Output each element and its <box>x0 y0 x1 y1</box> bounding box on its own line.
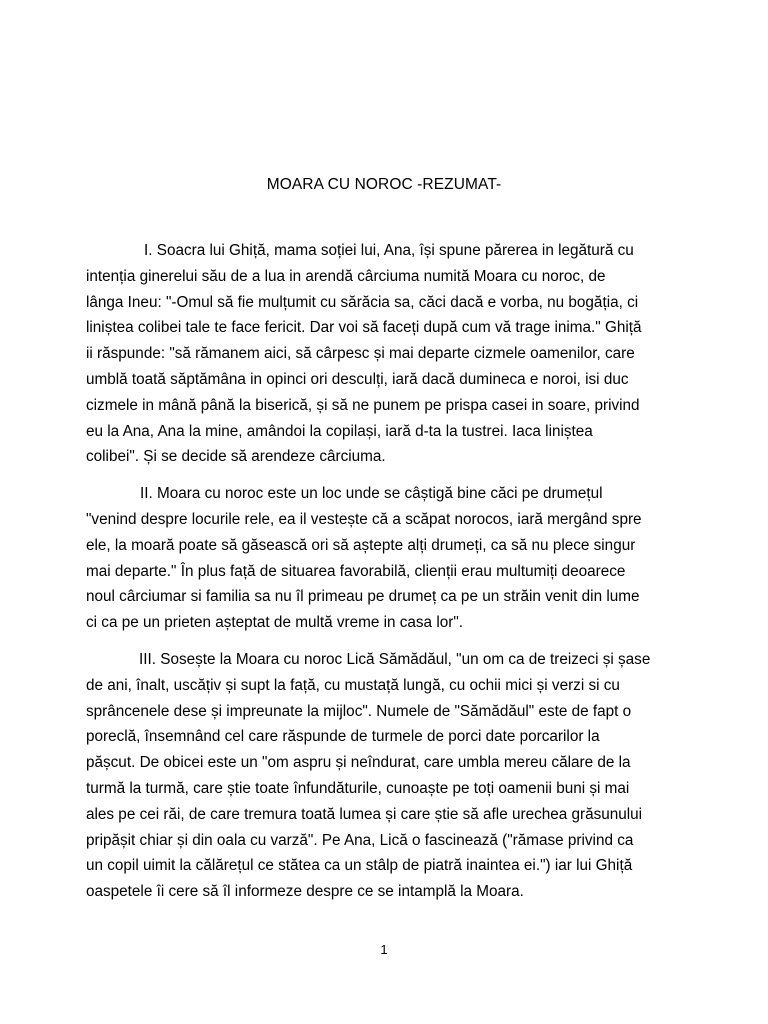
document-body <box>86 238 682 916</box>
paragraph-line: ii răspunde: "să rămanem aici, să cârpesc și mai departe cizmele oamenilor, care <box>86 345 635 363</box>
paragraph-line: turmă la turmă, care știe toate înfundăturile, cunoaște pe toți oamenii buni și mai <box>86 779 630 797</box>
paragraph-line: noul cârciumar si familia sa nu îl primeau pe drumeț ca pe un străin venit din lume <box>86 588 640 606</box>
paragraph-line: ales pe cei răi, de care tremura toată lumea și care știe să afle urechea grăsunului <box>86 805 643 823</box>
paragraph-line: intenția ginerelui său de a lua in arendă cârciuma numită Moara cu noroc, de <box>86 267 606 285</box>
paragraph-line: eu la Ana, Ana la mine, amândoi la copilași, iară d-ta la tustrei. Iaca liniștea <box>86 422 593 440</box>
paragraph-line: mai departe." În plus față de situarea favorabilă, clienții erau multumiți deoarece <box>86 562 626 580</box>
paragraph-line: ci ca pe un prieten așteptat de multă vreme in casa lor". <box>86 614 463 632</box>
paragraph-line: I. Soacra lui Ghiță, mama soției lui, Ana, își spune părerea in legătură cu <box>144 242 634 259</box>
page-number: 1 <box>380 942 388 957</box>
paragraph-line: II. Moara cu noroc este un loc unde se câștigă bine căci pe drumețul <box>140 485 603 503</box>
paragraph-3 <box>86 647 682 905</box>
paragraph-line: III. Sosește la Moara cu noroc Lică Sămădăul, "un om ca de treizeci și șase <box>139 650 651 668</box>
paragraph-line: lânga Ineu: "-Omul să fie mulțumit cu sărăcia sa, căci dacă e vorba, nu bogăția, ci <box>86 293 639 311</box>
paragraph-line: pripășit chiar și din oala cu varză". Pe Ana, Lică o fascinează ("rămase privind ca <box>86 831 634 849</box>
paragraph-line: liniștea colibei tale te face fericit. Dar voi să faceți după cum vă trage inima." Ghiță <box>86 319 642 337</box>
paragraph-line: pășcut. De obicei este un "om aspru și neîndurat, care umbla mereu călare de la <box>86 754 631 772</box>
paragraph-line: sprâncenele dese și impreunate la mijloc". Numele de "Sămădăul" este de fapt o <box>86 702 632 720</box>
paragraph-line: de ani, înalt, uscățiv și supt la față, cu mustață lungă, cu ochii mici și verzi si cu <box>86 676 620 694</box>
paragraph-line: ele, la moară poate să găsească ori să aștepte alți drumeți, ca să nu plece singur <box>86 536 636 554</box>
paragraph-line: poreclă, însemnând cel care răspunde de turmele de porci date porcarilor la <box>86 728 600 746</box>
paragraph-line: cizmele in mână până la biserică, și să ne punem pe prispa casei in soare, privind <box>86 396 640 414</box>
paragraph-line: colibei". Și se decide să arendeze cârciuma. <box>86 448 386 466</box>
paragraph-line: un copil uimit la călărețul ce stătea ca un stâlp de piatră inaintea ei.") iar lui Ghiță <box>86 857 633 875</box>
paragraph-1 <box>86 238 682 470</box>
paragraph-line: oaspetele îi cere să îl informeze despre ce se intamplă la Moara. <box>86 883 524 901</box>
document-title: MOARA CU NOROC -REZUMAT- <box>266 176 502 193</box>
paragraph-2 <box>86 481 682 636</box>
paragraph-line: "venind despre locurile rele, ea il vestește că a scăpat norocos, iară mergând spre <box>86 510 642 528</box>
paragraph-line: umblă toată săptămâna in opinci ori desculți, iară dacă dumineca e noroi, isi duc <box>86 370 629 388</box>
